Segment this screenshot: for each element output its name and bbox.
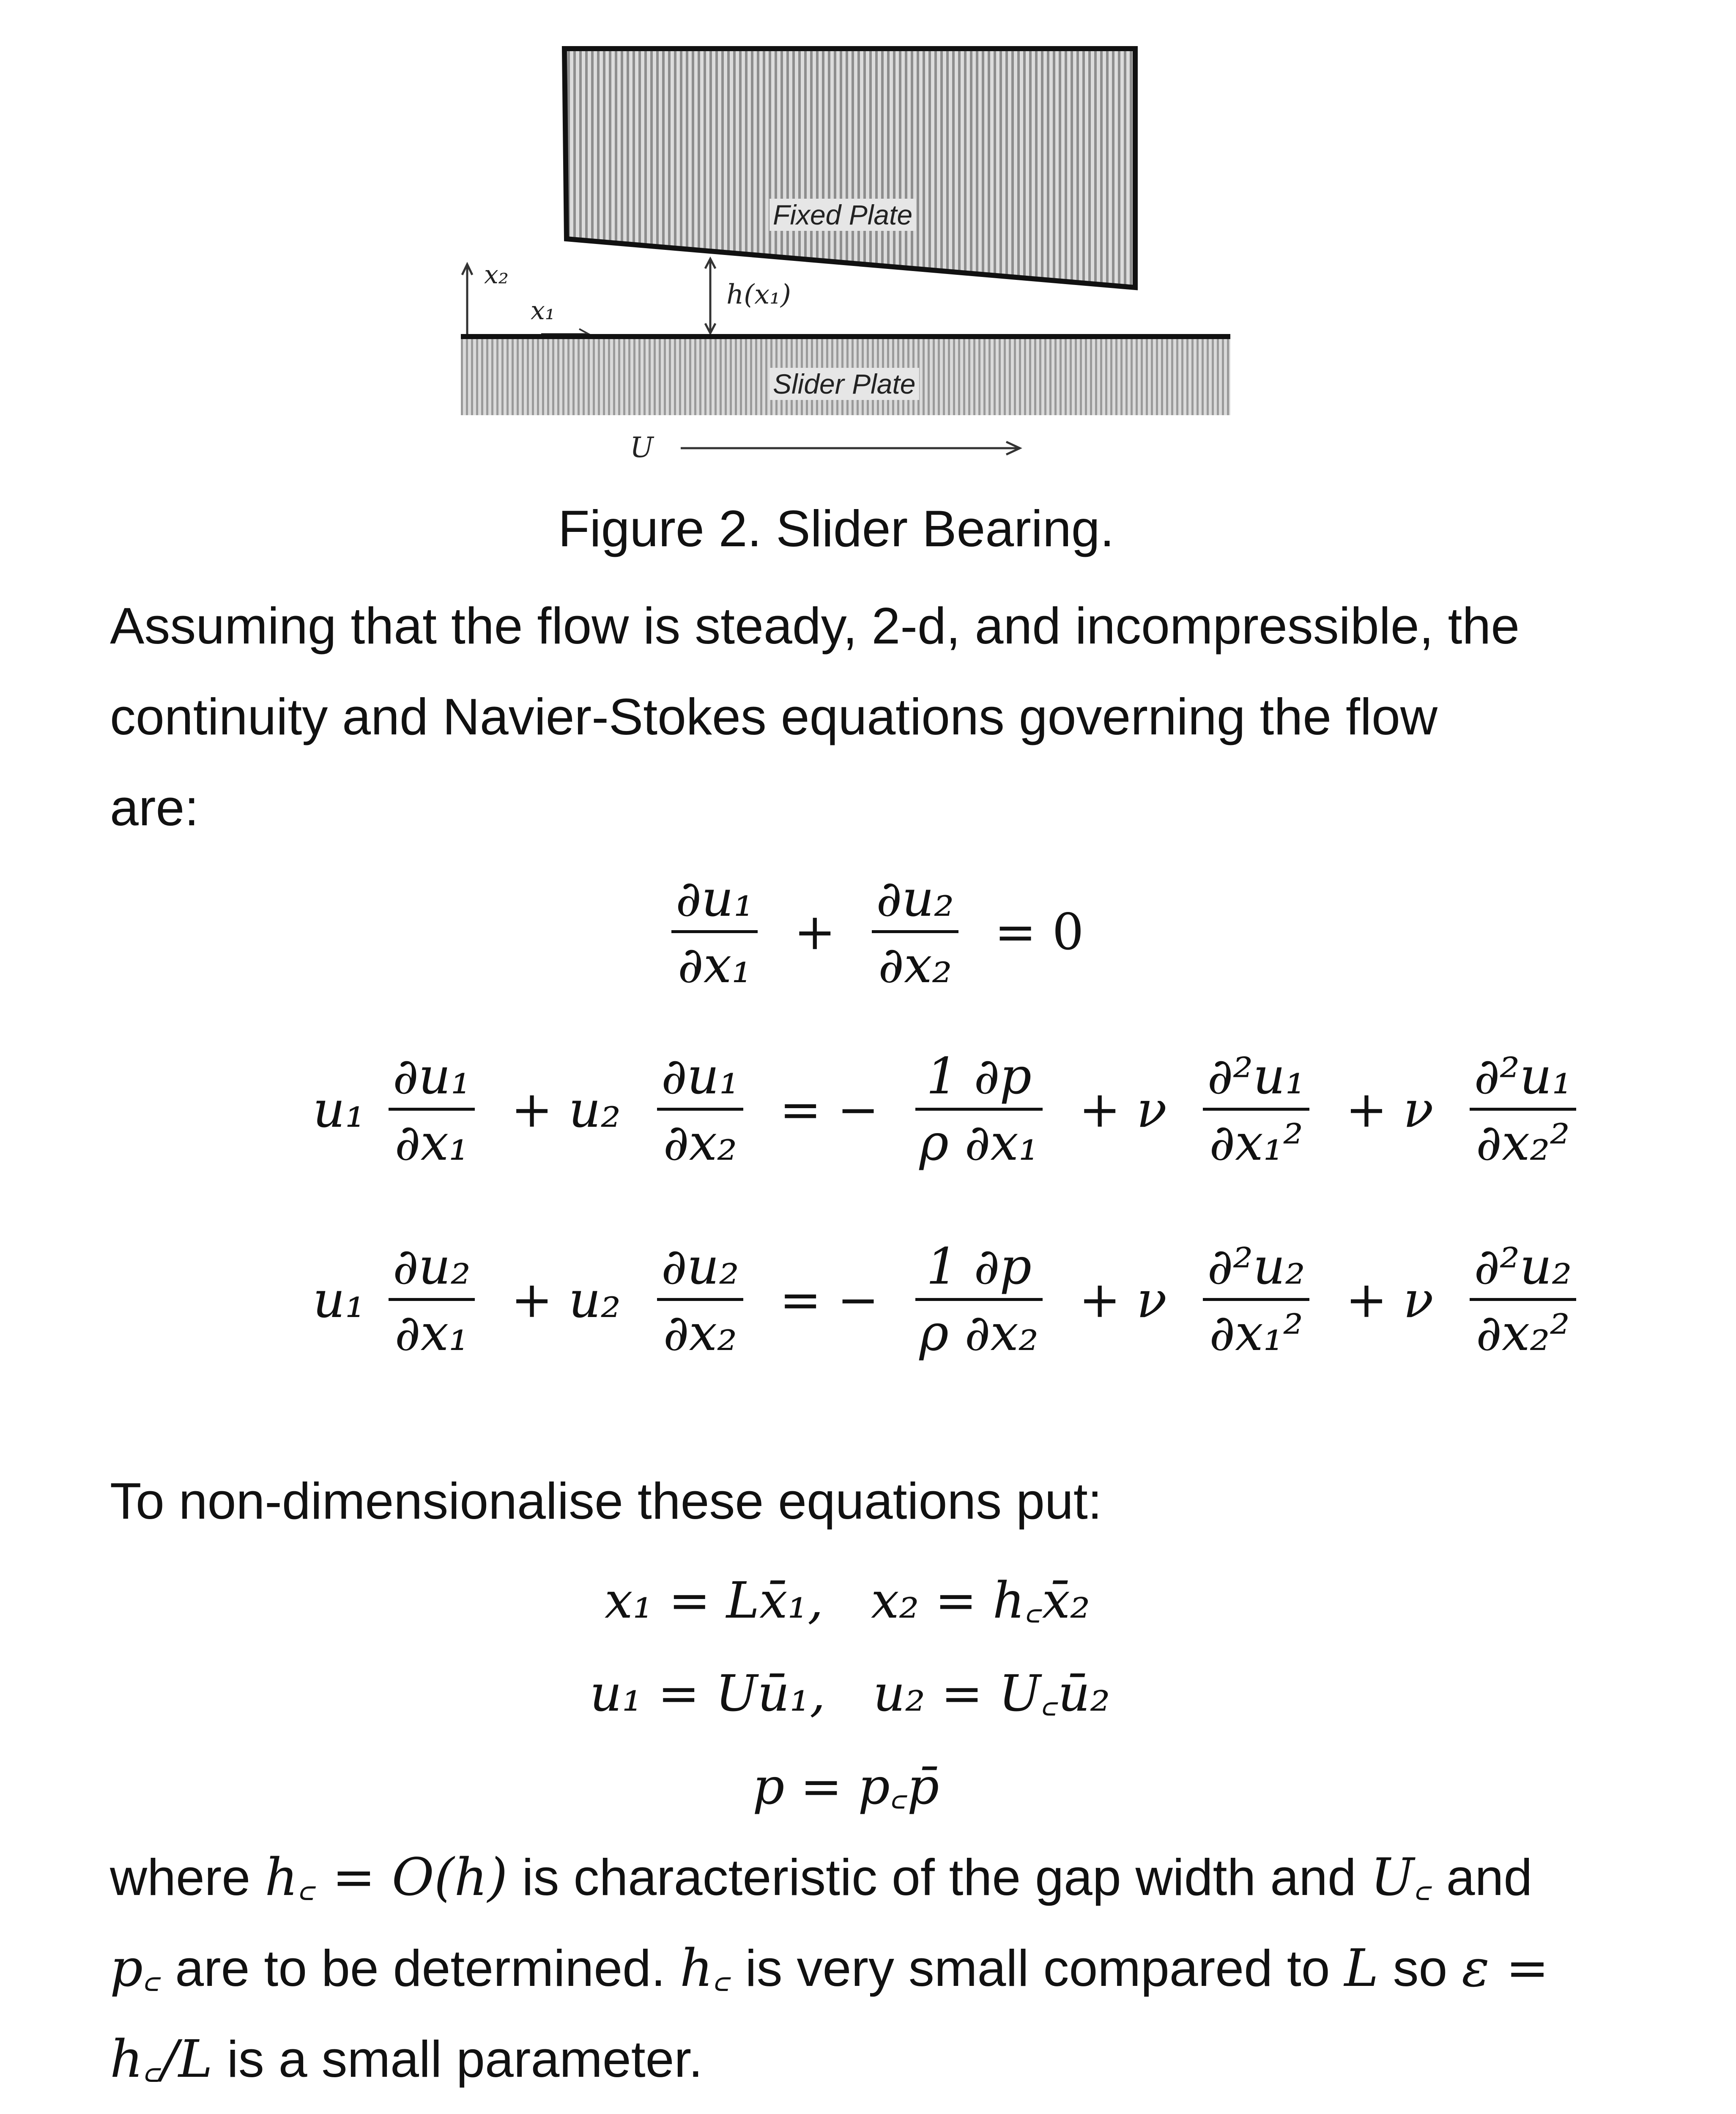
nondim-line-3: p = p꜀p̄ — [753, 1757, 939, 1816]
x2-axis-label: x₂ — [484, 260, 509, 290]
where-math-pc: p꜀ — [110, 1938, 161, 1998]
where-text-a1: where — [110, 1848, 265, 1906]
ns1-v2-num: ∂²u₁ — [1470, 1044, 1576, 1111]
fixed-plate-shape — [550, 42, 1163, 304]
ns1-d1-den: ∂x₁ — [394, 1113, 469, 1172]
where-text-a3: and — [1432, 1848, 1533, 1906]
intro-line-2: continuity and Navier-Stokes equations governing the flow — [110, 688, 1438, 745]
where-text-b3: so — [1378, 1939, 1462, 1997]
ns1-v1-num: ∂²u₁ — [1203, 1044, 1309, 1111]
where-line-2 — [110, 1922, 1549, 2015]
ns2-d2-den: ∂x₂ — [663, 1303, 737, 1362]
where-math-hc-over-l: h꜀/L — [110, 2029, 213, 2089]
cont-rhs: = 0 — [994, 902, 1084, 961]
ns1-d2-num: ∂u₁ — [657, 1044, 743, 1111]
ns2-plus2: + ν — [1079, 1270, 1167, 1329]
intro-line-1: Assuming that the flow is steady, 2-d, and incompressible, the — [110, 597, 1520, 654]
cont-t2-num: ∂u₂ — [872, 867, 958, 933]
ns2-d1-den: ∂x₁ — [394, 1303, 469, 1362]
fixed-plate-label: Fixed Plate — [769, 199, 916, 231]
ns2-v2-den: ∂x₂² — [1476, 1303, 1570, 1362]
ns2-p-den: ρ ∂x₂ — [919, 1303, 1039, 1362]
cont-t1-den: ∂x₁ — [677, 936, 752, 994]
continuity-equation — [664, 867, 1097, 997]
ns2-p-num: 1 ∂p — [915, 1235, 1043, 1301]
where-text-a2: is characteristic of the gap width and — [507, 1848, 1371, 1906]
ns1-d2-den: ∂x₂ — [663, 1113, 737, 1172]
ns1-v1-den: ∂x₁² — [1209, 1113, 1303, 1172]
nondim-line-1: x₁ = Lx̄₁, x₂ = h꜀x̄₂ — [605, 1571, 1090, 1629]
figure-caption: Figure 2. Slider Bearing. — [558, 500, 1114, 557]
cont-t1-num: ∂u₁ — [671, 867, 758, 933]
where-line-3 — [110, 2013, 703, 2106]
where-math-eps: ε = — [1462, 1938, 1549, 1998]
ns2-v1-den: ∂x₁² — [1209, 1303, 1303, 1362]
ns2-d1-num: ∂u₂ — [389, 1235, 475, 1301]
ns1-p-den: ρ ∂x₁ — [919, 1113, 1039, 1172]
ns1-plus2: + ν — [1079, 1080, 1167, 1139]
navier-stokes-equation-2 — [313, 1235, 1584, 1364]
ns1-coef1: u₁ — [313, 1080, 365, 1139]
where-math-hc-order: h꜀ = O(h) — [265, 1847, 508, 1907]
where-text-c1: is a small parameter. — [212, 2030, 703, 2088]
gap-arrow — [702, 254, 727, 338]
cont-t2-den: ∂x₂ — [878, 936, 952, 994]
ns2-v1-num: ∂²u₂ — [1203, 1235, 1309, 1301]
ns1-p-num: 1 ∂p — [915, 1044, 1043, 1111]
slider-plate-label: Slider Plate — [769, 368, 919, 400]
ns2-coef1: u₁ — [313, 1270, 365, 1329]
ns1-d1-num: ∂u₁ — [389, 1044, 475, 1111]
ns1-eq: = − — [779, 1080, 879, 1139]
where-math-uc: U꜀ — [1370, 1847, 1432, 1907]
cont-plus: + — [794, 902, 836, 961]
nondim-line-2: u₁ = Uū₁, u₂ = U꜀ū₂ — [590, 1664, 1110, 1722]
ns1-plus1: + u₂ — [511, 1080, 621, 1139]
ns1-v2-den: ∂x₂² — [1476, 1113, 1570, 1172]
ns2-plus1: + u₂ — [511, 1270, 621, 1329]
where-math-hc: h꜀ — [679, 1938, 731, 1998]
ns2-eq: = − — [779, 1270, 879, 1329]
where-text-b1: are to be determined. — [161, 1939, 680, 1997]
x1-axis-label: x₁ — [531, 296, 555, 326]
navier-stokes-equation-1 — [313, 1044, 1584, 1174]
velocity-arrow-icon — [676, 435, 1027, 461]
intro-line-3: are: — [110, 779, 199, 836]
where-line-1 — [110, 1831, 1532, 1924]
ns2-plus3: + ν — [1345, 1270, 1434, 1329]
ns2-d2-num: ∂u₂ — [657, 1235, 743, 1301]
ns1-plus3: + ν — [1345, 1080, 1434, 1139]
nondim-intro: To non-dimensionalise these equations put: — [110, 1472, 1102, 1530]
slider-plate-surface — [461, 334, 1230, 339]
velocity-label: U — [630, 431, 654, 464]
where-math-l: L — [1344, 1938, 1379, 1998]
ns2-v2-num: ∂²u₂ — [1470, 1235, 1576, 1301]
gap-label: h(x₁) — [726, 279, 791, 310]
where-text-b2: is very small compared to — [731, 1939, 1344, 1997]
